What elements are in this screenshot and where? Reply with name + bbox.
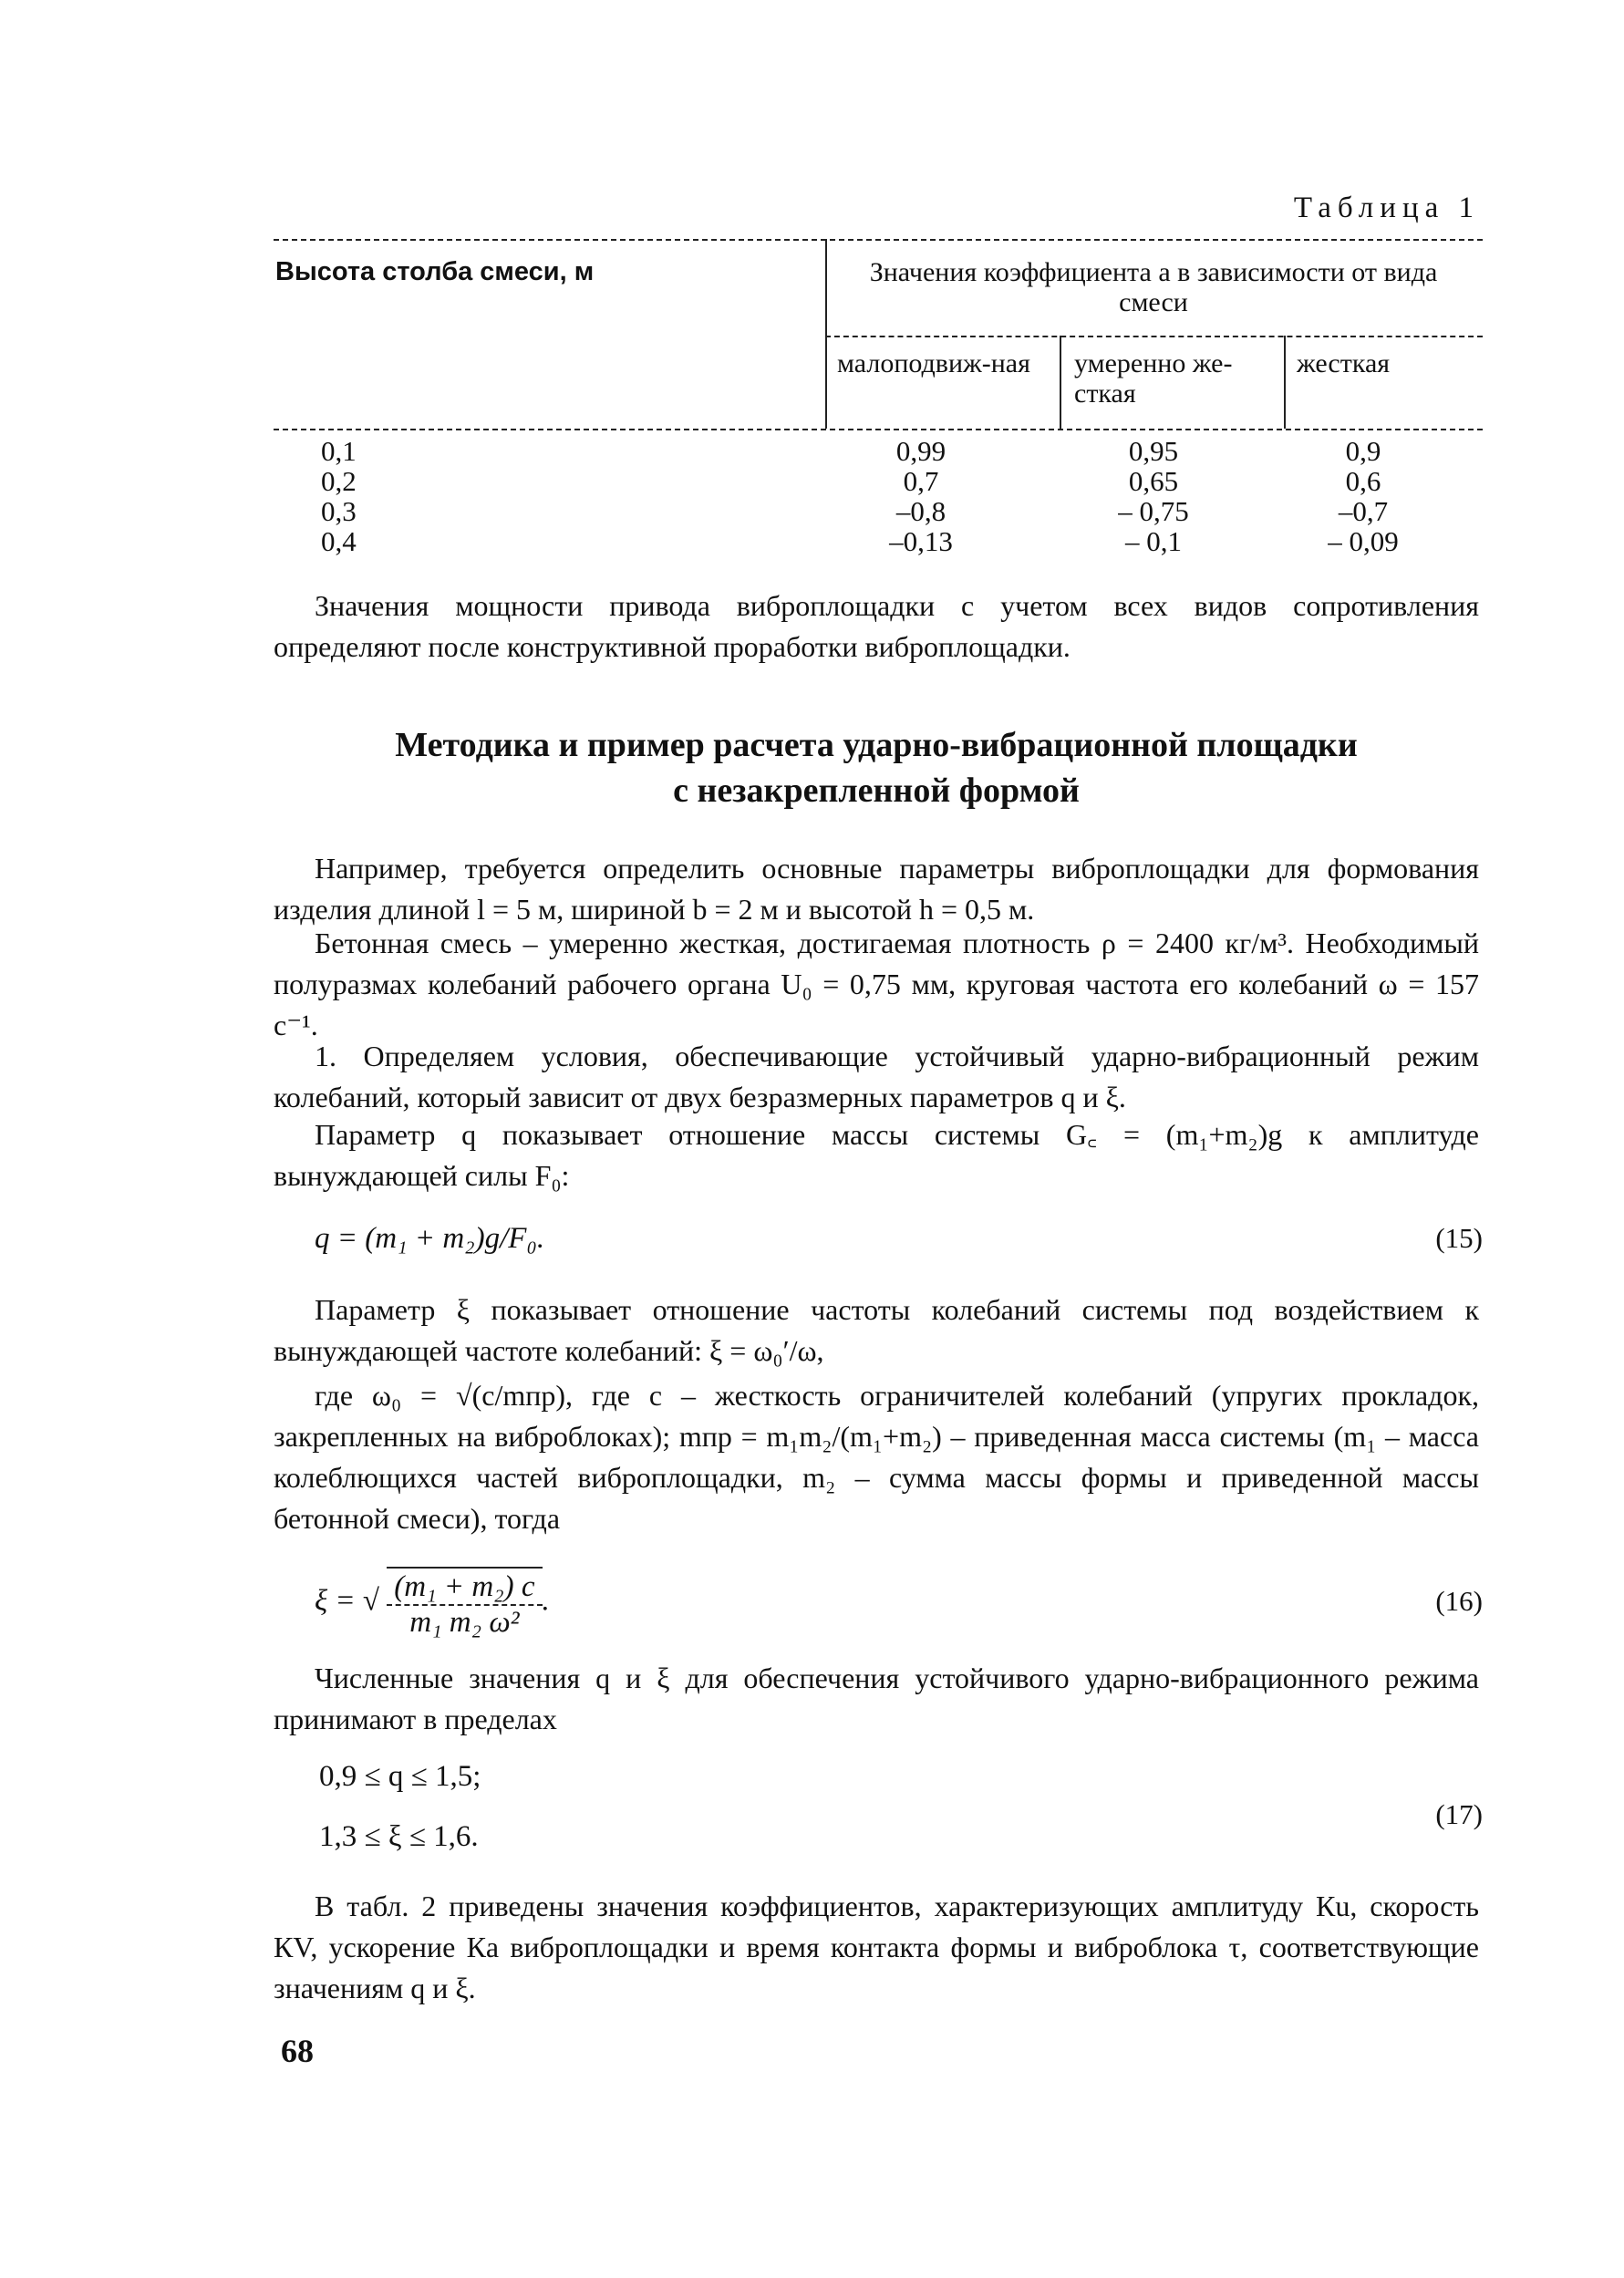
formula-15: q = (m₁ + m₂)g/F₀. xyxy=(315,1222,545,1255)
table-subheader-moderate: умеренно же-сткая xyxy=(1074,348,1233,409)
table-cell: 0,2 xyxy=(321,465,357,497)
table-cell: 0,65 xyxy=(1128,465,1179,497)
table-cell: 0,99 xyxy=(895,435,946,467)
paragraph-power: Значения мощности привода виброплощадки с учетом всех видов сопротивления определяют после конструктивной проработки виброплощадки. xyxy=(274,589,1479,663)
paragraph-mix: Бетонная смесь – умеренно жесткая, достигаемая плотность ρ = 2400 кг/м³. Необходимый полуразмах колебаний рабочего органа U₀ = 0,75 мм, круговая частота его колебаний ω = 157 с⁻¹. xyxy=(274,927,1479,1041)
table-column-low-mobility xyxy=(871,436,971,556)
paragraph-example: Например, требуется определить основные параметры виброплощадки для формования изделия длиной l = 5 м, шириной b = 2 м и высотой h = 0,5 м. xyxy=(274,852,1479,926)
table-subheader-rule xyxy=(825,336,1483,337)
paragraph-numeric-values: Численные значения q и ξ для обеспечения устойчивого ударно-вибрационного режима принимают в пределах xyxy=(274,1662,1479,1735)
table-cell: 0,3 xyxy=(321,495,357,527)
table-cell: 0,4 xyxy=(321,525,357,557)
equation-number-17: (17) xyxy=(1435,1798,1483,1830)
paragraph-parameter-q: Параметр q показывает отношение массы системы G꜀ = (m₁+m₂)g к амплитуде вынуждающей силы F₀: xyxy=(274,1118,1479,1192)
equation-number-16: (16) xyxy=(1435,1585,1483,1617)
formula-16-denominator: m₁ m₂ ω² xyxy=(409,1606,520,1639)
table-cell: – 0,1 xyxy=(1125,525,1182,557)
table-header-coefficient: Значения коэффициента a в зависимости от вида смеси xyxy=(869,257,1438,317)
table-cell: – 0,75 xyxy=(1118,495,1189,527)
table-cell: 0,7 xyxy=(903,465,939,497)
table-subheader-stiff: жесткая xyxy=(1297,348,1391,378)
formula-16-lhs: ξ = √ xyxy=(315,1584,380,1618)
equation-number-15: (15) xyxy=(1435,1222,1483,1254)
table-top-rule xyxy=(274,239,1483,241)
table-cell: 0,6 xyxy=(1345,465,1381,497)
formula-16-fraction xyxy=(387,1567,542,1640)
table-cell: –0,13 xyxy=(889,525,953,557)
table-cell: 0,95 xyxy=(1128,435,1179,467)
table-column-moderate xyxy=(1099,436,1208,556)
formula-16-numerator: (m₁ + m₂) c xyxy=(387,1570,542,1606)
formula-17b: 1,3 ≤ ξ ≤ 1,6. xyxy=(319,1820,479,1853)
table-cell: 0,9 xyxy=(1345,435,1381,467)
formula-16: ξ = √ $\frac{\text{(m₁ + m₂) c}}{\text{m₁ m₂ ω²}}$ . xyxy=(315,1567,550,1640)
table-column-stiff xyxy=(1313,436,1413,556)
paragraph-parameter-xi: Параметр ξ показывает отношение частоты колебаний системы под воздействием к вынуждающей частоте колебаний: ξ = ω₀′/ω, xyxy=(274,1293,1479,1367)
page-number: 68 xyxy=(281,2033,314,2069)
table-divider-sub2 xyxy=(1284,336,1286,429)
table-header-bottom-rule xyxy=(274,429,1483,430)
table-column-height xyxy=(321,436,357,556)
table-cell: – 0,09 xyxy=(1328,525,1399,557)
table-cell: –0,7 xyxy=(1338,495,1389,527)
table-divider-sub1 xyxy=(1060,336,1061,429)
formula-17a: 0,9 ≤ q ≤ 1,5; xyxy=(319,1760,481,1793)
section-heading-line2: с незакрепленной формой xyxy=(673,771,1080,810)
paragraph-step1: 1. Определяем условия, обеспечивающие устойчивый ударно-вибрационный режим колебаний, который зависит от двух безразмерных параметров q и ξ. xyxy=(274,1040,1479,1113)
section-heading-line1: Методика и пример расчета ударно-вибрационной площадки xyxy=(395,726,1358,764)
table-cell: –0,8 xyxy=(895,495,946,527)
table-header-height: Высота столба смеси, м xyxy=(275,257,595,286)
table-cell: 0,1 xyxy=(321,435,357,467)
table-caption: Таблица 1 xyxy=(1293,192,1480,224)
paragraph-table2-reference: В табл. 2 приведены значения коэффициентов, характеризующих амплитуду Кu, скорость КV, ускорение Кa виброплощадки и время контакта формы и виброблока τ, соответствующие значениям q и ξ. xyxy=(274,1890,1479,2004)
table-subheader-low-mobility: малоподвиж-ная xyxy=(837,348,1030,378)
paragraph-where: где ω₀ = √(c/mпр), где c – жесткость ограничителей колебаний (упругих прокладок, закрепленных на виброблоках); mпр = m₁m₂/(m₁+m₂) – приведенная масса системы (m₁ – масса колеблющихся частей виброплощадки, m₂ – сумма массы формы и приведенной массы бетонной смеси), тогда xyxy=(274,1379,1479,1535)
table-divider-main xyxy=(825,239,827,429)
